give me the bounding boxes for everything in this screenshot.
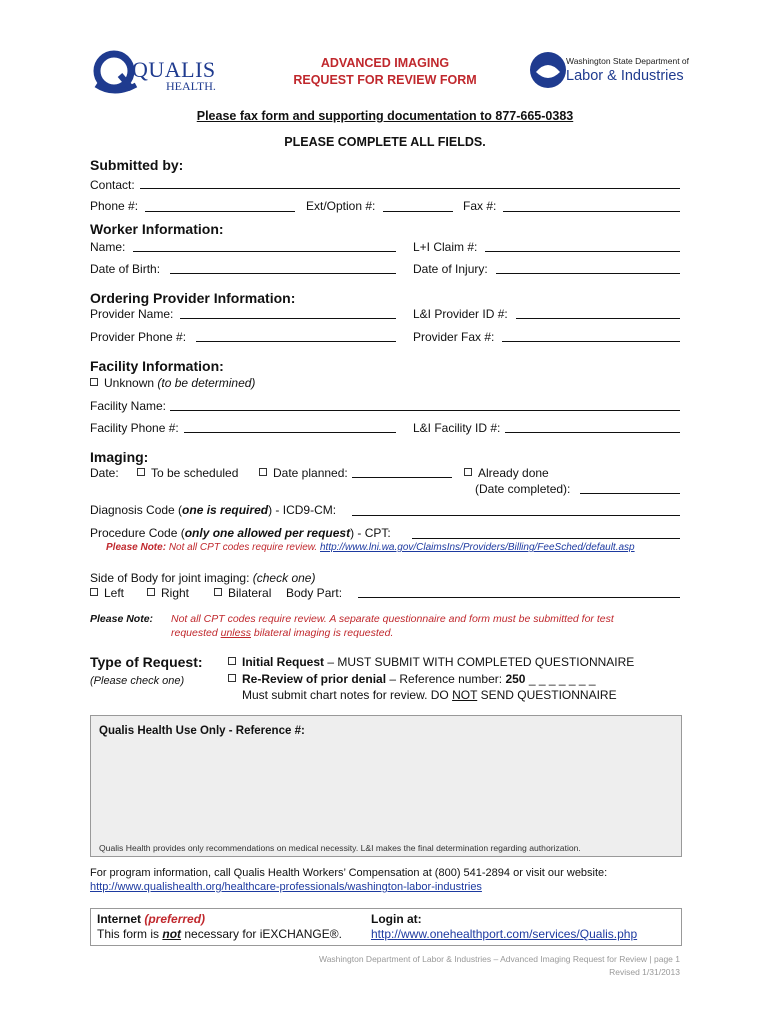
checkbox-icon[interactable] — [137, 468, 145, 476]
worker-name-field[interactable] — [133, 251, 396, 252]
doi-label: Date of Injury: — [413, 262, 488, 276]
fax-instruction: Please fax form and supporting documentation to 877-665-0383 — [196, 109, 574, 123]
provider-fax-field[interactable] — [502, 341, 680, 342]
checkbox-icon[interactable] — [90, 378, 98, 386]
please-note-label: Please Note: — [90, 613, 154, 625]
facility-info-heading: Facility Information: — [90, 358, 224, 374]
facility-phone-label: Facility Phone #: — [90, 421, 179, 435]
already-done-option[interactable]: Already done — [464, 466, 549, 480]
provider-name-label: Provider Name: — [90, 307, 174, 321]
bilateral-option[interactable]: Bilateral — [214, 586, 271, 600]
facility-id-field[interactable] — [505, 432, 680, 433]
right-option[interactable]: Right — [147, 586, 189, 600]
fax-field[interactable] — [503, 211, 680, 212]
provider-info-heading: Ordering Provider Information: — [90, 290, 296, 306]
submitted-by-heading: Submitted by: — [90, 157, 184, 173]
date-completed-field[interactable] — [580, 493, 680, 494]
chart-notes-instruction: Must submit chart notes for review. DO NOT SEND QUESTIONNAIRE — [242, 688, 617, 702]
procedure-code-field[interactable] — [412, 538, 680, 539]
side-of-body-label: Side of Body for joint imaging: (check one) — [90, 571, 316, 585]
checkbox-icon[interactable] — [90, 588, 98, 596]
cpt-note: Please Note: Not all CPT codes require review. http://www.lni.wa.gov/ClaimsIns/Providers/Billing/FeeSched/default.asp — [106, 542, 635, 553]
body-part-field[interactable] — [358, 597, 680, 598]
procedure-code-label: Procedure Code (only one allowed per request) - CPT: — [90, 526, 391, 540]
date-planned-option[interactable]: Date planned: — [259, 466, 348, 480]
iexchange-note: This form is not necessary for iEXCHANGE®. — [97, 927, 342, 941]
to-be-scheduled-option[interactable]: To be scheduled — [137, 466, 238, 480]
qualis-logo-text: QUALIS — [132, 57, 216, 82]
provider-name-field[interactable] — [180, 318, 396, 319]
left-option[interactable]: Left — [90, 586, 124, 600]
complete-all-fields: PLEASE COMPLETE ALL FIELDS. — [284, 135, 486, 149]
contact-label: Contact: — [90, 178, 135, 192]
qualis-use-only-box — [90, 715, 682, 857]
dob-label: Date of Birth: — [90, 262, 161, 276]
claim-label: L+I Claim #: — [413, 240, 478, 254]
checkbox-icon[interactable] — [214, 588, 222, 596]
body-part-label: Body Part: — [286, 586, 343, 600]
facility-unknown-option[interactable]: Unknown (to be determined) — [90, 376, 255, 390]
footer-revised: Revised 1/31/2013 — [609, 967, 680, 977]
lni-logo — [528, 50, 688, 94]
phone-label: Phone #: — [90, 199, 139, 213]
doi-field[interactable] — [496, 273, 680, 274]
date-planned-field[interactable] — [352, 477, 452, 478]
phone-field[interactable] — [145, 211, 295, 212]
qualis-health-logo — [92, 45, 232, 95]
re-review-option[interactable]: Re-Review of prior denial – Reference number: 250 _ _ _ _ _ _ _ — [228, 672, 596, 686]
qualis-disclaimer: Qualis Health provides only recommendations on medical necessity. L&I makes the final determination regarding authorization. — [99, 843, 581, 853]
login-label: Login at: — [371, 912, 422, 926]
lni-logo-line1: Washington State Department of — [566, 56, 690, 66]
internet-label: Internet (preferred) — [97, 912, 206, 926]
imaging-date-label: Date: — [90, 466, 119, 480]
form-title-line2: REQUEST FOR REVIEW FORM — [293, 73, 477, 87]
imaging-heading: Imaging: — [90, 449, 149, 465]
worker-info-heading: Worker Information: — [90, 221, 224, 237]
form-title-line1: ADVANCED IMAGING — [320, 56, 450, 70]
claim-field[interactable] — [485, 251, 680, 252]
diagnosis-code-field[interactable] — [352, 515, 680, 516]
date-completed-label: (Date completed): — [475, 482, 571, 496]
checkbox-icon[interactable] — [228, 657, 236, 665]
dob-field[interactable] — [170, 273, 396, 274]
type-of-request-heading: Type of Request: — [90, 654, 203, 670]
facility-name-label: Facility Name: — [90, 399, 167, 413]
please-check-one: (Please check one) — [90, 675, 185, 687]
checkbox-icon[interactable] — [259, 468, 267, 476]
fee-schedule-link[interactable]: http://www.lni.wa.gov/ClaimsIns/Providers/Billing/FeeSched/default.asp — [320, 542, 635, 553]
please-note-line1: Not all CPT codes require review. A separate questionnaire and form must be submitted for test — [171, 613, 614, 625]
internet-box — [90, 908, 682, 946]
checkbox-icon[interactable] — [228, 674, 236, 682]
initial-request-option[interactable]: Initial Request – MUST SUBMIT WITH COMPLETED QUESTIONNAIRE — [228, 655, 634, 669]
qualis-website-link[interactable]: http://www.qualishealth.org/healthcare-professionals/washington-labor-industries — [90, 881, 482, 893]
checkbox-icon[interactable] — [464, 468, 472, 476]
facility-phone-field[interactable] — [184, 432, 396, 433]
please-note-line2: requested unless bilateral imaging is requested. — [171, 627, 394, 639]
ext-field[interactable] — [383, 211, 453, 212]
lni-logo-line2: Labor & Industries — [566, 68, 684, 84]
provider-phone-field[interactable] — [196, 341, 396, 342]
checkbox-icon[interactable] — [147, 588, 155, 596]
provider-phone-label: Provider Phone #: — [90, 330, 187, 344]
footer-line1: Washington Department of Labor & Industries – Advanced Imaging Request for Review | page 1 — [319, 954, 680, 964]
facility-name-field[interactable] — [170, 410, 680, 411]
contact-field[interactable] — [140, 188, 680, 189]
qualis-reference-label: Qualis Health Use Only - Reference #: — [99, 725, 305, 737]
qualis-logo-sub: HEALTH. — [166, 79, 216, 93]
facility-id-label: L&I Facility ID #: — [413, 421, 501, 435]
diagnosis-code-label: Diagnosis Code (one is required) - ICD9-CM: — [90, 503, 337, 517]
provider-id-label: L&I Provider ID #: — [413, 307, 508, 321]
provider-id-field[interactable] — [516, 318, 680, 319]
onehealthport-link[interactable]: http://www.onehealthport.com/services/Qualis.php — [371, 927, 638, 941]
program-info: For program information, call Qualis Health Workers’ Compensation at (800) 541-2894 or visit our website: — [90, 867, 608, 879]
fax-label: Fax #: — [463, 199, 497, 213]
ext-label: Ext/Option #: — [306, 199, 376, 213]
provider-fax-label: Provider Fax #: — [413, 330, 495, 344]
worker-name-label: Name: — [90, 240, 126, 254]
